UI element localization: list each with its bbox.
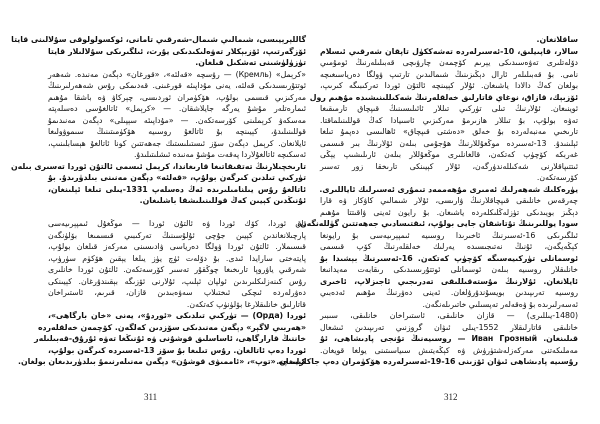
text-line: ئاتالغۇ رۇس يىلنامىلىرىدە ئەڭ دەسلەپ 1331-يىلى تىلغا ئېلىنغان،: [48, 184, 307, 194]
left-page-text: [10, 34, 307, 390]
text-line: ئۆزبېك، قازاق، نوغاي قاتارلىق خەلقلەرنىڭ شەكىللىنىشىدە مۇھىم رول: [309, 92, 578, 102]
text-line: ئۆزگەرتىپ، ئۆزبېكلار تەۋەلىكىدىكى يۇرت، ئىلگىرىكى سۇلالىلار قايتا: [48, 46, 306, 56]
text-line: [48, 207, 306, 219]
text-line: «كرېمل» (Кремль) — رۇسچە «قەلئە»، «قورغان» دېگەن مەنىدە. شەھەر: [48, 69, 306, 79]
text-line: تۈزۈلۈشىنى تەشكىل قىلغان.: [195, 58, 306, 67]
text-line: خاننىڭ قارارگاھى، ئاساسلىق قوشۇنى ۋە ئۇنىڭغا تەۋە ئۇرۇق-قەبىلىلەر: [34, 334, 306, 343]
text-line: ئەسكىچە ئاتالغۇلاردا پەقەت مۇشۇ مەنىدە ئىشلىتىلىدۇ.: [133, 150, 306, 159]
text-line: پارچىلانغاندىن كېيىن جۇچى ئۇلۇسىنىڭ تەركىبىي قىسمىغا بۆلۈنگەن: [48, 230, 306, 240]
text-line: قاتارلىق خانلىقلارغا بۆلۈنۈپ كەتكەن.: [186, 299, 306, 309]
text-line: ئىتتىپاقلارنى شەكىللەندۈرگەن، ئۇلار كېيىنكى تارىخقا زور تەسىر: [320, 161, 578, 171]
text-line: ئىمارەتلەر مۇشۇ يەرگە جايلاشقان. — «كرېمل» ئاتالغۇسى دەسلەپتە: [48, 104, 306, 113]
page-number-right: 312: [444, 392, 458, 402]
text-line: كۆرسەتكەن.: [536, 173, 578, 182]
text-line: مەركىزىي قىسمى بولۇپ، ھۆكۈمران ئوردىسى، چېركاۋ ۋە باشقا مۇھىم: [48, 92, 306, 102]
text-line: سالار، قاپىيلىق، 10-ئەسىرلەردە تەشەككۈل تاپقان شەرقىي ئىسلام: [320, 46, 578, 56]
text-line: گاللېرېيىسى، شىمالىي شىمال-شەرقىي تامانى، ئوكسولولوقى سۇلالىنى قايتا: [11, 35, 306, 44]
text-line: ئوتتۇرىسىدىكى قەلئە، يەنى مۇداپىئە قورغىنى. قەدىمكى رۇس شەھەرلىرىنىڭ: [48, 81, 306, 90]
right-page-text: [276, 34, 579, 390]
text-line: قىسىملار. ئالتۇن ئوردا ۋولگا دەرياسى ۋادىسىنى مەركەز قىلغان بولۇپ،: [48, 242, 306, 251]
text-line: ئاق ئوردا، كۆك ئوردا ۋە ئالتۇن ئوردا — موڭغۇل ئىمپېرىيەسى: [48, 219, 306, 228]
text-line: پايتەختى سارايدا ئىدى. بۇ دۆلەت ئۈچ يۈز يىلغا يېقىن ھۆكۈم سۈرۈپ،: [48, 253, 306, 263]
text-line: قىلىنغان. Иван Грозный — روسىيەنىڭ تۇنجى پادىشاھى، ئۇ: [320, 334, 578, 343]
text-line: رۇس كىنەزلىكلىرىدىن ئولپان ئېلىپ، ئۇلارنى ئۆزىگە بېقىندۇرغان. كېيىنكى: [48, 276, 306, 286]
text-line: مەسكەۋ كرېملىنى كۆرسەتكەن. — «مۇداپىئە سېپىلى» دېگەن مەنىدىمۇ: [48, 115, 306, 125]
text-line: شەرقىي ياۋروپا تارىخىغا چوڭقۇر تەسىر كۆرسەتكەن. ئالتۇن ئوردا خانلىرى: [48, 265, 306, 274]
text-line: بولغان كەڭ دالادا ياشىغان. ئۇلار كېيىنچە ئالتۇن ئوردا تەركىبىگە كىرىپ،: [320, 81, 578, 90]
text-line: مەملىكەتنى مەركەزلەشتۈرۈش ۋە كېڭەيتىش سىياسىتىنى يولغا قويغان.: [320, 345, 578, 355]
text-line: روسىيە تەرىپىدىن بويسۇندۇرۇلغان. ئەينى دەۋرنىڭ مۇھىم ئەدەبىي: [320, 288, 578, 297]
text-line: سودا يوللىرىنىڭ تۇتاشقان جايى بولۇپ، ئىقتىسادىي جەھەتتىن گۈللەنگەن.: [296, 219, 578, 228]
text-line: ئايلانغان. كرېمل دېگەن سۆز ئىستىلىستىك جەھەتتىن كونا ئاتالغۇ ھېسابلىنىپ،: [48, 138, 306, 148]
text-line: تارىخىي مەنبەلەردە بۇ خەلق «دەشتى قىپچاق» ئاھالىسى دەپمۇ تىلغا: [320, 127, 578, 136]
text-line: ئوردا (Орда) — تۈركىي تىلدىكى «ئوردۇ»، يەنى «خان بارگاھى»،: [48, 311, 306, 320]
text-line: يۈرەكلىك شەھەرلىك ئەمىرى مۇھەممەد تىمۇرى ئەسىرلىك ئاياللىرى.: [319, 184, 578, 194]
text-line: خانلىقى قاتارلىقلار 1552-يىلى ئىۋان گروزنىي تەرىپىدىن ئىشغال: [320, 322, 579, 332]
page-number-left: 311: [144, 392, 158, 402]
text-line: ئوردا دەپ ئاتالغان. رۇس تىلىغا بۇ سۆز 13-ئەسىردە كىرگەن بولۇپ،: [48, 345, 306, 355]
text-line: نامى. بۇ قەبىلىلەر ئارال دېڭىزىنىڭ شىمالىدىن تارتىپ ۋولگا دەرياسىغىچە: [320, 69, 578, 79]
text-line: كېيىنچە «توپ»، «ئاممىۋى قوشۇن» دېگەن مەنىلەرنىمۇ بىلدۈرىدىغان بولغان.: [17, 357, 306, 366]
text-line: ئەسەرلىرىدە بۇ ۋەقەلەر تەپسىلىي خاتىرىلەنگەن.: [422, 299, 578, 309]
text-line: كېڭەيگەن، ئۇنىڭ نەتىجىسىدە يەرلىك خەلقلەرنىڭ كۆپ قىسمى: [320, 242, 578, 251]
text-line: ئوسمانلى تۈركىيەسىگە كۆچۈپ كەتكەن. 16-ئەسىرنىڭ بېشىدا بۇ: [320, 253, 579, 263]
text-line: تۈركىي تىلدىن كىرگەن بولۇپ، «قەلئە» دېگەن مەنىنى بىلدۈرىدۇ. بۇ: [48, 173, 306, 182]
text-line: قوللىنىلىدۇ، كېيىنچە بۇ ئاتالغۇ روسىيە ھۆكۈمىتىنىڭ سىموۋولىغا: [48, 127, 306, 136]
text-line: ئىلگىرىكى 16-ئەسىرنىڭ ئاخىرىدا روسىيە ئىمپېرىيەسى بۇ رايونغا: [320, 230, 578, 240]
text-line: دېڭىز بويىدىكى تۈزلەڭلىكلەردە ياشىغان. بۇ رايون ئەينى ۋاقىتتا مۇھىم: [320, 207, 578, 217]
text-line: ئۇنىڭدىن كېيىن كەڭ قوللىنىلىشقا باشلىغان.: [139, 196, 306, 205]
text-line: ئوينىغان. ئۇلارنىڭ تىلى تۈركىي تىللار ئائىلىسىنىڭ قىپچاق تارمىقىغا: [320, 104, 578, 113]
text-line: دۆلەتلىرى تەۋەسىدىكى يېرىم كۆچمەن چارۋىچى قەبىلىلەرنىڭ ئومۇمىي: [320, 58, 578, 67]
text-line: تارىخچىلارنىڭ تەتقىقاتىغا قارىغاندا، كرېمل ئىسمى ئالتۇن ئوردا تەسىرى بىلەن: [10, 161, 306, 171]
text-line: چەرقەس خانلىقى قىپچاقلارنىڭ ۋارىسى، ئۇلار شىمالىي كاۋكاز ۋە قارا: [320, 196, 578, 205]
text-line: «ھەربىي لاگېر» دېگەن مەنىدىكى سۆزدىن كەلگەن. كۆچمەن خەلقلەردە: [37, 322, 306, 332]
text-line: ئېلىنىدۇ. 13-ئەسىردە موڭغۇللارنىڭ ھۇجۇمى بىلەن ئۇلارنىڭ بىر قىسمى: [320, 138, 578, 148]
text-line: خانلىقلار روسىيە بىلەن ئوسمانلى ئوتتۇرىسىدىكى رىقابەت مەيدانىغا: [320, 265, 578, 274]
text-line: تەۋە بولۇپ، بۇ تىللار ھازىرمۇ مەركىزىي ئاسىيادا كەڭ قوللىنىلماقتا.: [320, 115, 578, 125]
text-line: ساقلانغان.: [536, 35, 578, 44]
text-line: غەربكە كۆچۈپ كەتكەن، قالغانلىرى موڭغۇللار بىلەن ئارىلىشىپ يېڭى: [320, 150, 578, 159]
text-line: (1480-يىللىرى) — قازان خانلىقى، ئاستىراخان خانلىقى، سىبىر: [320, 311, 578, 320]
text-line: رۇسىيە پادىشاھى ئىۋان ئۆزىنى 16-19-ئەسىرلەردە ھۆكۈمران دەپ جاكارلىغان.: [276, 357, 578, 366]
text-line: ئايلانغان. ئۇلارنىڭ مۇستەقىللىقى تەدرىجىي ئاجىزلاپ، ئاخىرى: [320, 276, 578, 286]
text-line: دەۋرلەردە ئىچكى ئىختىلاپ سەۋەبىدىن قازان، قىرىم، ئاستىراخان: [48, 288, 306, 297]
